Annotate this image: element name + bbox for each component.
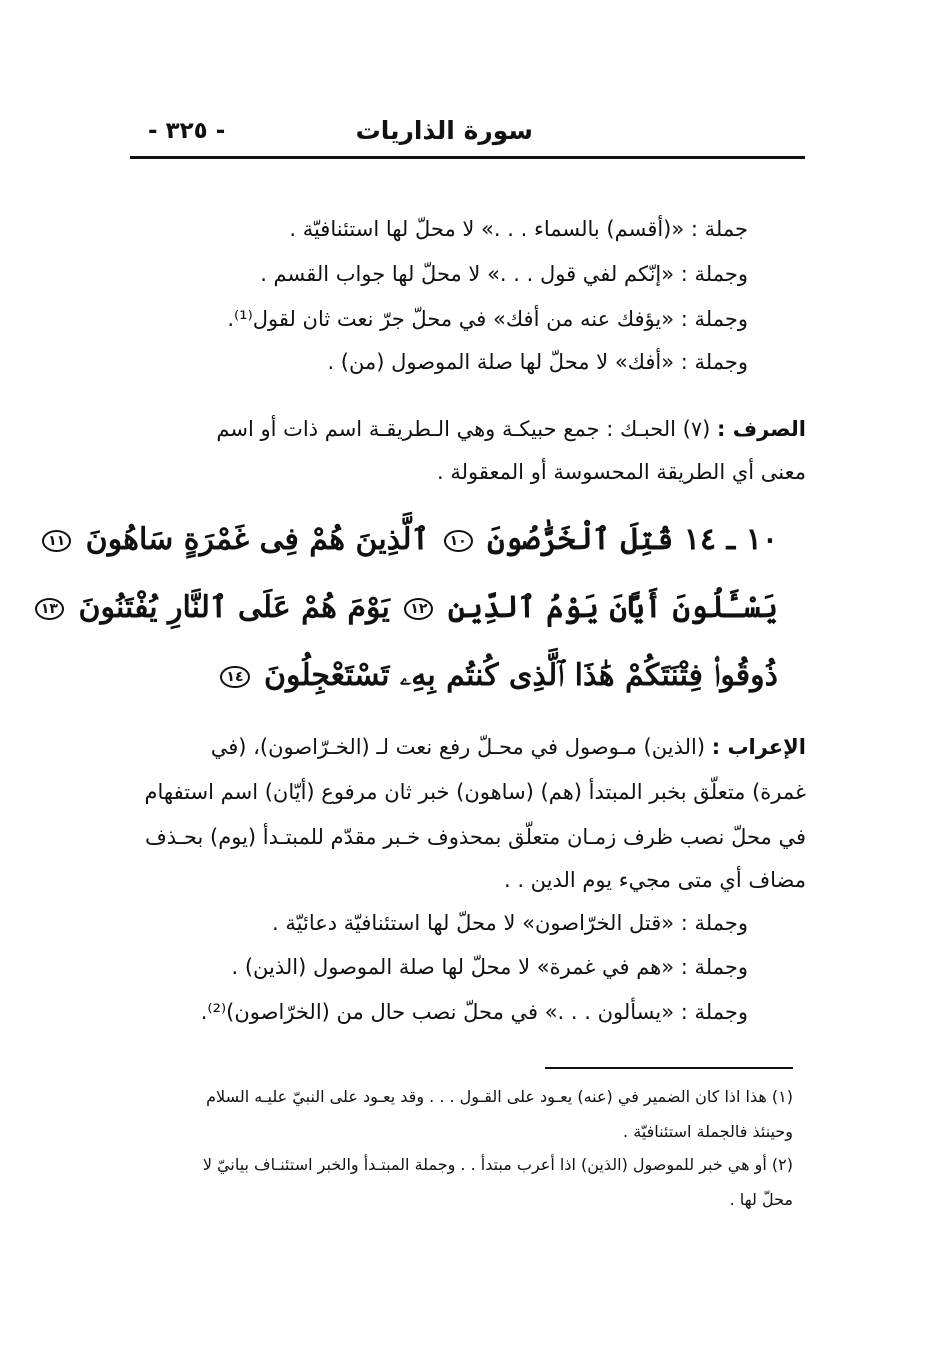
jumla-line: وجملة : «إنّكم لفي قول . . .» لا محلّ لها جواب القسم . — [260, 262, 748, 286]
irab-label: الإعراب : — [711, 735, 806, 759]
irab-paragraph — [211, 735, 806, 759]
jumla-line: وجملة : «هم في غمرة» لا محلّ لها صلة الموصول (الذين) . — [231, 955, 748, 979]
page-header — [130, 112, 805, 154]
jumla-line: وجملة : «أفك» لا محلّ لها صلة الموصول (من) . — [327, 350, 748, 374]
verse-line — [216, 658, 778, 693]
footnote-line: (٢) أو هي خبر للموصول (الذين) اذا أعرب مبتدأ . . وجملة المبتـدأ والخبر استئنـاف بيانيّ لا — [202, 1155, 793, 1174]
verse-line — [31, 590, 778, 625]
verse-text: يَوْمَ هُمْ عَلَى ٱلنَّارِ يُفْتَنُونَ — [78, 590, 390, 625]
sarf-label: الصرف : — [717, 417, 806, 441]
verse-text: يَسْـَٔلُونَ أَيَّانَ يَوْمُ ٱلدِّينِ — [447, 590, 778, 625]
jumla-line: وجملة : «يؤفك عنه من أفك» في محلّ جرّ نعت ثان لقول⁽¹⁾. — [227, 307, 748, 331]
verse-number-marker: ١٣ — [35, 598, 64, 620]
footnote-line: وحينئذ فالجملة استئنافيّة . — [623, 1122, 793, 1141]
surah-title: سورة الذاريات — [355, 116, 533, 145]
verse-text: قُتِلَ ٱلْخَرَّٰصُونَ — [487, 522, 674, 557]
jumla-line: وجملة : «يسألون . . .» في محلّ نصب حال من (الخرّاصون)⁽²⁾. — [200, 1000, 748, 1024]
irab-line: غمرة) متعلّق بخبر المبتدأ (هم) (ساهون) خبر ثان مرفوع (أيّان) اسم استفهام — [144, 780, 806, 804]
sarf-text: (٧) الحبـك : جمع حبيكـة وهي الـطريقـة اسم ذات أو اسم — [216, 417, 711, 441]
irab-line: في محلّ نصب ظرف زمـان متعلّق بمحذوف خـبر مقدّم للمبتـدأ (يوم) بحـذف — [145, 825, 806, 849]
sarf-paragraph — [216, 417, 806, 441]
footnote-line: محلّ لها . — [729, 1190, 793, 1209]
sarf-line: معنى أي الطريقة المحسوسة أو المعقولة . — [437, 460, 806, 484]
irab-text: (الذين) مـوصول في محـلّ رفع نعت لـ (الخـرّاصون)، (في — [210, 735, 706, 759]
irab-line: مضاف أي متى مجيء يوم الدين . . — [503, 868, 806, 892]
verse-text: ذُوقُوا۟ فِتْنَتَكُمْ هَٰذَا ٱلَّذِى كُنتُم بِهِۦ تَسْتَعْجِلُونَ — [263, 658, 778, 693]
footnote-rule — [545, 1067, 793, 1069]
jumla-line: وجملة : «قتل الخرّاصون» لا محلّ لها استئنافيّة دعائيّة . — [272, 911, 748, 935]
verse-number-marker: ١١ — [42, 530, 71, 552]
verse-number-marker: ١٠ — [444, 530, 473, 552]
verse-number-marker: ١٤ — [220, 666, 249, 688]
header-rule — [130, 156, 805, 159]
verse-text: ٱلَّذِينَ هُمْ فِى غَمْرَةٍ سَاهُونَ — [85, 522, 430, 557]
verse-number-marker: ١٢ — [404, 598, 433, 620]
footnote-line: (١) هذا اذا كان الضمير في (عنه) يعـود على القـول . . . وقد يعـود على النبيّ عليـه السلام — [206, 1087, 793, 1106]
verse-line — [38, 522, 778, 557]
jumla-line: جملة : «(أقسم) بالسماء . . .» لا محلّ لها استئنافيّة . — [289, 217, 748, 241]
verse-range: ١٠ ـ ١٤ — [683, 522, 778, 557]
page-number: - ٣٢٥ - — [148, 118, 226, 144]
